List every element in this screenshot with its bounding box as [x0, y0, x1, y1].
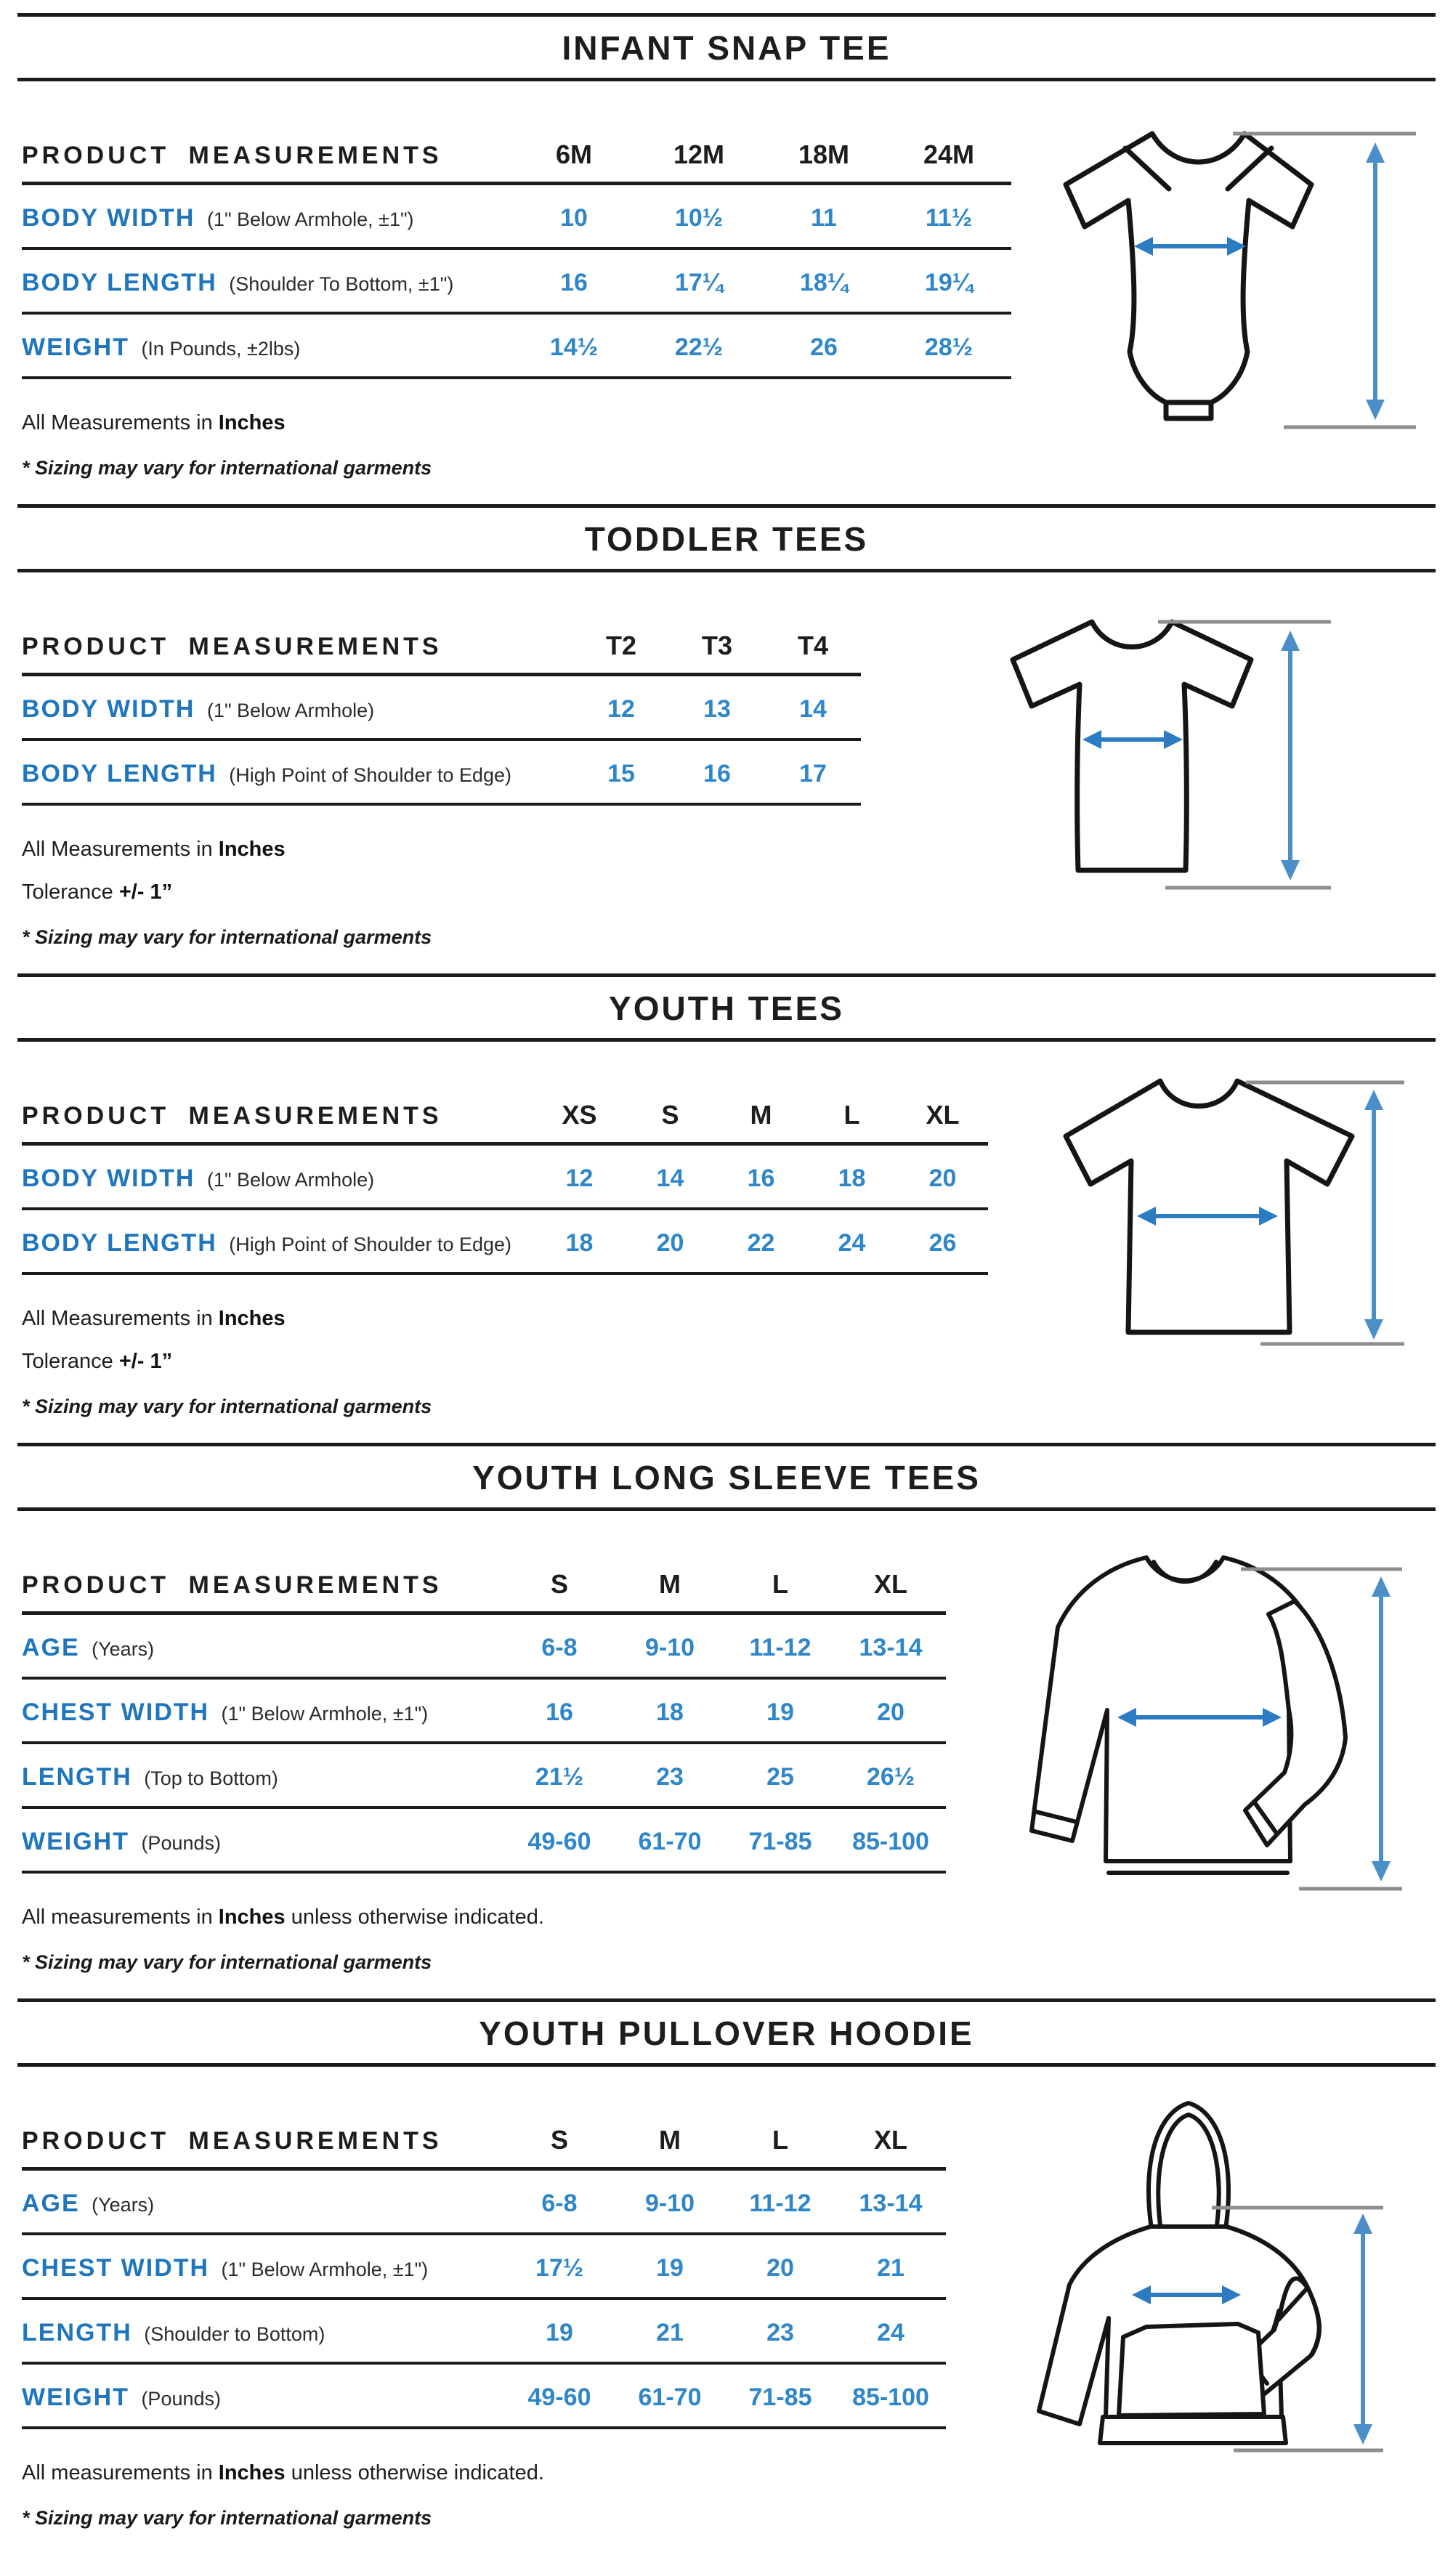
row-label [22, 1698, 504, 1727]
row-detail: (Years) [92, 1638, 155, 1660]
measurement-table [22, 623, 861, 806]
row-detail: (Pounds) [141, 1832, 221, 1854]
row-name: BODY LENGTH [22, 269, 217, 296]
section-youth-tees [17, 973, 1436, 1443]
table-header-row [22, 2118, 946, 2171]
table-header-row [22, 132, 1011, 185]
size-column-header: T2 [605, 631, 636, 660]
section-body [17, 1511, 1436, 1998]
table-row [22, 1615, 946, 1680]
size-column-header: XL [873, 2125, 907, 2155]
table-row [22, 1744, 946, 1809]
row-detail: (1" Below Armhole) [206, 700, 375, 721]
sizing-note: * Sizing may vary for international garments [22, 926, 432, 948]
sizing-note: * Sizing may vary for international garments [22, 1951, 432, 1973]
measurement-value: 13-14 [859, 2190, 923, 2217]
row-detail: (1" Below Armhole, ±1") [206, 208, 414, 230]
measurement-value: 25 [766, 1763, 794, 1791]
measurement-value: 6-8 [541, 1634, 578, 1661]
table-header-row [22, 1093, 988, 1146]
measurement-table-column [22, 132, 1011, 479]
measurement-value: 13 [703, 695, 731, 723]
section-body [17, 1042, 1436, 1443]
measurement-value: 21½ [535, 1763, 584, 1791]
sizing-note: * Sizing may vary for international garments [22, 2507, 432, 2529]
measurement-table [22, 132, 1011, 379]
measurement-value: 49-60 [527, 1828, 591, 1855]
youth-tee-diagram [1006, 1050, 1413, 1399]
measurement-value: 21 [656, 2319, 684, 2346]
measurement-value: 18 [838, 1165, 866, 1192]
table-row [22, 1146, 988, 1210]
measurement-table [22, 2118, 946, 2429]
row-name: BODY LENGTH [22, 760, 217, 787]
table-row [22, 1210, 988, 1275]
size-column-header: S [550, 2125, 568, 2155]
measurement-table-column [22, 1093, 988, 1418]
row-label [22, 204, 511, 232]
measurement-value: 85-100 [852, 1828, 929, 1855]
section-title: YOUTH PULLOVER HOODIE [479, 2014, 974, 2052]
section-youth-pullover-hoodie [17, 1998, 1436, 2554]
row-label [22, 2383, 504, 2412]
notes [22, 1307, 988, 1418]
illustration-column [1011, 87, 1431, 453]
measurement-value: 18 [656, 1698, 684, 1726]
section-header [17, 13, 1436, 81]
illustration-column [946, 1517, 1431, 1912]
row-detail: (1" Below Armhole, ±1") [221, 1703, 429, 1725]
measurement-value: 49-60 [527, 2383, 591, 2411]
section-body [17, 81, 1436, 504]
size-column-header: 24M [923, 139, 975, 169]
measurement-value: 11½ [925, 204, 973, 232]
row-detail: (High Point of Shoulder to Edge) [229, 764, 512, 786]
row-label [22, 333, 511, 362]
measurement-value: 19 [546, 2319, 573, 2346]
measurement-unit-note: All measurements in Inches unless otherwise indicated. [22, 1905, 544, 1929]
measurement-value: 28½ [924, 333, 974, 361]
section-header [17, 504, 1436, 572]
section-title: YOUTH TEES [609, 989, 844, 1027]
size-column-header: L [772, 2125, 788, 2155]
row-name: WEIGHT [22, 2383, 129, 2411]
measurement-value: 17 [799, 760, 827, 787]
row-detail: (High Point of Shoulder to Edge) [229, 1234, 512, 1255]
section-header [17, 1443, 1436, 1511]
row-detail: (1" Below Armhole) [206, 1169, 375, 1191]
table-row [22, 250, 1011, 315]
measurement-value: 26 [810, 333, 838, 361]
row-name: AGE [22, 1634, 80, 1661]
measurement-value: 20 [656, 1229, 684, 1257]
row-detail: (Shoulder To Bottom, ±1") [229, 273, 454, 295]
measurement-value: 16 [546, 1698, 573, 1726]
measurement-value: 20 [766, 2254, 794, 2282]
table-row [22, 2300, 946, 2365]
row-label [22, 695, 573, 724]
row-name: WEIGHT [22, 333, 129, 361]
measurement-value: 23 [656, 1763, 684, 1791]
row-name: LENGTH [22, 2319, 132, 2346]
measurement-value: 24 [838, 1229, 866, 1257]
measurement-value: 17½ [535, 2254, 584, 2282]
row-name: BODY LENGTH [22, 1229, 217, 1257]
measurement-unit-note: All Measurements in Inches [22, 838, 286, 861]
measurement-value: 9-10 [644, 1634, 695, 1661]
illustration-column [946, 2073, 1431, 2475]
table-header-label: PRODUCT MEASUREMENTS [22, 1571, 442, 1599]
measurement-value: 19 [766, 1698, 794, 1726]
notes [22, 1905, 946, 1974]
row-label [22, 1165, 534, 1193]
table-row [22, 185, 1011, 250]
section-infant-snap-tee [17, 13, 1436, 504]
measurement-value: 12 [607, 695, 635, 723]
section-title: INFANT SNAP TEE [562, 29, 891, 67]
table-row [22, 2171, 946, 2235]
row-detail: (In Pounds, ±2lbs) [141, 338, 301, 360]
toddler-tee-diagram [943, 581, 1350, 944]
size-column-header: L [843, 1100, 860, 1130]
measurement-value: 9-10 [644, 2190, 695, 2217]
size-column-header: M [659, 1569, 681, 1599]
section-toddler-tees [17, 504, 1436, 973]
size-column-header: M [659, 2125, 681, 2155]
measurement-table [22, 1562, 946, 1874]
measurement-value: 6-8 [541, 2190, 578, 2217]
table-row [22, 1680, 946, 1744]
section-title: TODDLER TEES [584, 520, 869, 558]
measurement-value: 16 [703, 760, 731, 787]
row-name: CHEST WIDTH [22, 2254, 210, 2282]
size-column-header: L [772, 1569, 788, 1599]
tolerance-note: Tolerance +/- 1” [22, 1350, 173, 1373]
section-youth-long-sleeve-tees [17, 1443, 1436, 1998]
hoodie-outline [1039, 2103, 1319, 2443]
row-label [22, 269, 511, 297]
size-column-header: 18M [798, 139, 850, 169]
measurement-value: 11-12 [749, 1634, 812, 1661]
illustration-column [861, 578, 1431, 944]
size-column-header: S [550, 1569, 568, 1599]
table-header-row [22, 623, 861, 676]
row-name: BODY WIDTH [22, 695, 195, 723]
table-header-label: PRODUCT MEASUREMENTS [22, 633, 442, 660]
measurement-value: 71-85 [748, 2383, 812, 2411]
size-column-header: XL [873, 1569, 907, 1599]
row-label [22, 1229, 534, 1257]
row-label [22, 2319, 504, 2347]
measurement-value: 11 [811, 204, 837, 232]
measurement-value: 71-85 [748, 1828, 812, 1855]
size-column-header: M [750, 1100, 772, 1130]
measurement-value: 22 [747, 1229, 775, 1257]
measurement-value: 18¼ [799, 269, 849, 296]
row-name: WEIGHT [22, 1828, 129, 1855]
size-column-header: T3 [701, 631, 732, 660]
row-name: BODY WIDTH [22, 204, 195, 232]
row-label [22, 2190, 504, 2218]
row-label [22, 1634, 504, 1662]
size-column-header: XL [926, 1100, 960, 1130]
sizing-note: * Sizing may vary for international garments [22, 457, 432, 479]
tee-outline [1066, 1081, 1352, 1332]
row-label [22, 2254, 504, 2283]
measurement-value: 20 [928, 1165, 957, 1192]
size-column-header: S [661, 1100, 679, 1130]
onesie-outline [1066, 134, 1311, 418]
measurement-value: 26½ [866, 1763, 915, 1791]
measurement-table-column [22, 1562, 946, 1974]
row-name: BODY WIDTH [22, 1165, 195, 1192]
measurement-value: 20 [877, 1698, 904, 1726]
row-detail: (1" Below Armhole, ±1") [221, 2259, 429, 2280]
measurement-value: 19¼ [924, 269, 974, 296]
row-detail: (Pounds) [141, 2388, 221, 2410]
notes [22, 2461, 946, 2530]
measurement-value: 61-70 [638, 2383, 702, 2411]
measurement-value: 10½ [674, 204, 724, 232]
row-name: AGE [22, 2190, 80, 2217]
table-header-label: PRODUCT MEASUREMENTS [22, 2127, 442, 2155]
row-detail: (Years) [92, 2194, 155, 2216]
table-row [22, 741, 861, 806]
measurement-value: 12 [565, 1165, 594, 1192]
table-row [22, 315, 1011, 379]
tee-outline [1013, 622, 1251, 870]
measurement-value: 19 [656, 2254, 684, 2282]
table-row [22, 676, 861, 741]
measurement-value: 22½ [674, 333, 724, 361]
row-name: LENGTH [22, 1763, 132, 1791]
table-row [22, 2235, 946, 2300]
measurement-value: 14 [799, 695, 827, 723]
measurement-value: 11-12 [749, 2190, 812, 2217]
measurement-value: 23 [766, 2319, 794, 2346]
row-label [22, 760, 573, 788]
row-label [22, 1828, 504, 1856]
section-body [17, 2067, 1436, 2554]
measurement-unit-note: All measurements in Inches unless otherwise indicated. [22, 2461, 544, 2484]
measurement-value: 10 [560, 204, 588, 232]
section-body [17, 572, 1436, 973]
row-detail: (Shoulder to Bottom) [144, 2323, 325, 2345]
measurement-table-column [22, 623, 861, 949]
notes [22, 411, 1011, 479]
tolerance-note: Tolerance +/- 1” [22, 880, 173, 904]
table-row [22, 2365, 946, 2429]
size-column-header: T4 [797, 631, 828, 660]
measurement-value: 16 [560, 269, 588, 296]
measurement-value: 13-14 [859, 1634, 923, 1661]
measurement-value: 17¼ [674, 269, 724, 296]
row-label [22, 1763, 504, 1791]
illustration-column [988, 1048, 1431, 1399]
sizing-note: * Sizing may vary for international garments [22, 1396, 432, 1417]
measurement-unit-note: All Measurements in Inches [22, 411, 286, 434]
size-column-header: 6M [555, 139, 592, 169]
measurement-table-column [22, 2118, 946, 2530]
measurement-value: 18 [565, 1229, 594, 1257]
measurement-value: 85-100 [852, 2383, 929, 2411]
measurement-value: 61-70 [638, 1828, 702, 1855]
measurement-value: 26 [928, 1229, 957, 1257]
measurement-value: 21 [877, 2254, 904, 2282]
pullover-hoodie-diagram [971, 2075, 1407, 2475]
section-header [17, 1998, 1436, 2067]
size-column-header: XS [562, 1100, 597, 1130]
infant-onesie-diagram [1018, 90, 1425, 453]
measurement-table [22, 1093, 988, 1275]
measurement-value: 14 [656, 1165, 684, 1192]
notes [22, 838, 861, 949]
table-header-row [22, 1562, 946, 1615]
measurement-value: 14½ [549, 333, 599, 361]
measurement-unit-note: All Measurements in Inches [22, 1307, 286, 1330]
long-sleeve-tee-diagram [956, 1520, 1421, 1912]
section-title: YOUTH LONG SLEEVE TEES [472, 1459, 981, 1496]
row-detail: (Top to Bottom) [144, 1767, 278, 1789]
table-header-label: PRODUCT MEASUREMENTS [22, 142, 442, 169]
section-header [17, 973, 1436, 1042]
measurement-value: 15 [607, 760, 635, 787]
row-name: CHEST WIDTH [22, 1698, 210, 1726]
table-header-label: PRODUCT MEASUREMENTS [22, 1102, 442, 1130]
measurement-value: 24 [877, 2319, 904, 2346]
table-row [22, 1809, 946, 1874]
size-column-header: 12M [673, 139, 725, 169]
measurement-value: 16 [747, 1165, 775, 1192]
